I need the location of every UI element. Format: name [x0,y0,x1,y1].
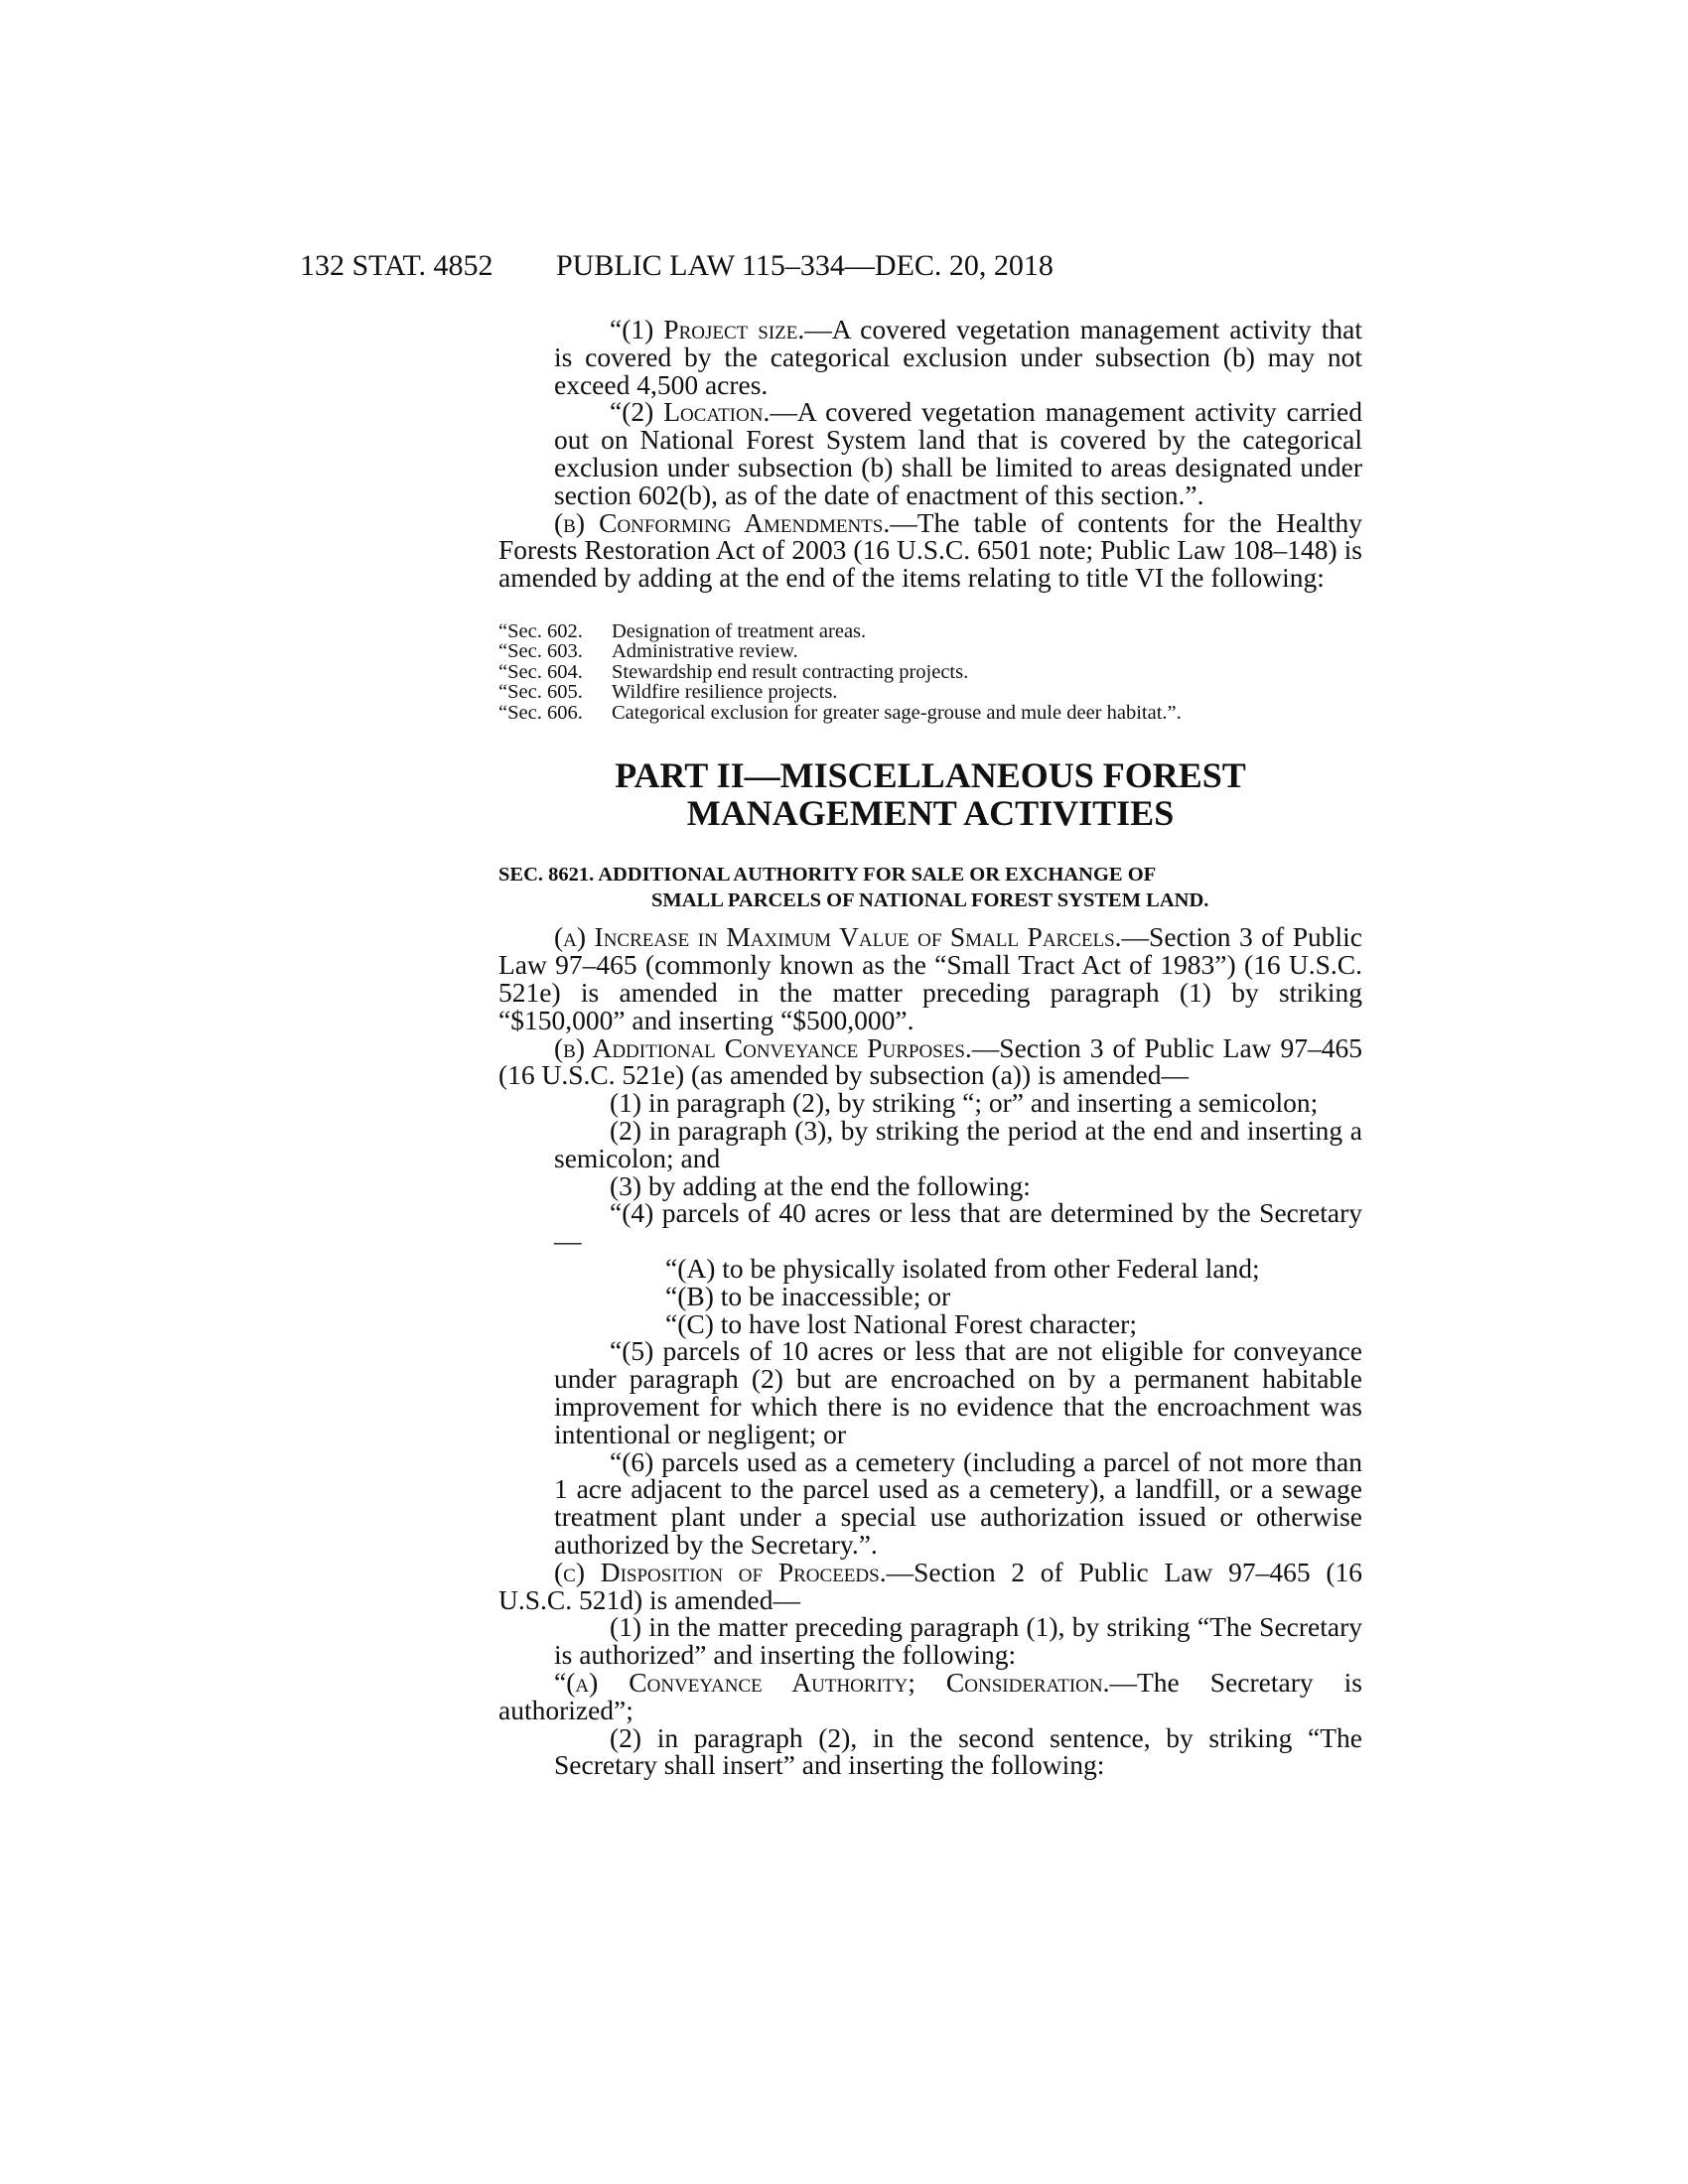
subsection-heading: (a) Increase in Maximum Value of Small Parcels.— [554,921,1150,953]
subsection-text: Section 2 of Public Law 97–465 (16 U.S.C. 521d) is amended— [498,1556,1363,1615]
quoted-subsection-a [498,1666,1362,1725]
toc-section-title: Categorical exclusion for greater sage-grouse and mule deer habitat.”. [612,701,1182,724]
toc-section-number: “Sec. 604. [498,660,583,683]
toc-section-title: Administrative review. [612,640,798,663]
subsection-text: The Secretary is authorized”; [498,1666,1362,1725]
quoted-paragraph-4: “(4) parcels of 40 acres or less that are determined by the Secretary— [554,1197,1362,1257]
toc-section-number: “Sec. 606. [498,701,583,724]
toc-line [498,621,1362,642]
paragraph-b3: (3) by adding at the end the following: [610,1169,1031,1201]
document-body [498,316,1362,1779]
paragraph-c1: (1) in the matter preceding paragraph (1), by striking “The Secretary is authorized” and inserting the following: [554,1611,1362,1671]
subsection-heading: “(a) Conveyance Authority; Consideration.— [554,1666,1137,1698]
subsection-heading: (c) Disposition of Proceeds.— [554,1556,914,1587]
subsection-text: Section 3 of Public Law 97–465 (commonly known as the “Small Tract Act of 1983”) (16 U.S.C. 521e) is amended in the matter preceding paragraph (1) by striking “$150,000” and inserting “$500,000”. [498,921,1362,1035]
section-heading-line: SMALL PARCELS OF NATIONAL FOREST SYSTEM LAND. [651,889,1209,912]
paragraph-project-size [498,316,1362,398]
quoted-paragraph-6: “(6) parcels used as a cemetery (including a parcel of not more than 1 acre adjacent to the parcel used as a cemetery), a landfill, or a sewage treatment plant under a special use authorization issued or otherwise authorized by the Secretary.”. [554,1445,1362,1560]
quoted-paragraph-5: “(5) parcels of 10 acres or less that are not eligible for conveyance under paragraph (2) but are encroached on by a permanent habitable improvement for which there is no evidence that the encroachment was intentional or negligent; or [554,1335,1362,1449]
paragraph-location [498,398,1362,508]
statute-reference: 132 STAT. 4852 [300,249,493,282]
paragraph-b1: (1) in paragraph (2), by striking “; or” and inserting a semicolon; [610,1087,1319,1119]
subsection-heading: (b) Additional Conveyance Purposes.— [554,1031,1000,1063]
toc-section-number: “Sec. 603. [498,640,583,663]
paragraph-text: A covered vegetation management activity carried out on National Forest System land that is covered by the categorical exclusion under subsection (b) shall be limited to areas designated under section 602(b), as of the date of enactment of this section.”. [554,396,1362,510]
running-head-law-title: PUBLIC LAW 115–334—DEC. 20, 2018 [556,249,1054,282]
subsection-text: Section 3 of Public Law 97–465 (16 U.S.C. 521e) (as amended by subsection (a)) is amended— [498,1031,1362,1091]
section-heading-line: SEC. 8621. ADDITIONAL AUTHORITY FOR SALE OR EXCHANGE OF [498,864,1157,887]
part-heading-line: MANAGEMENT ACTIVITIES [686,793,1175,834]
toc-line [498,662,1362,683]
quoted-subparagraph-b: “(B) to be inaccessible; or [665,1280,951,1311]
toc-section-title: Stewardship end result contracting projects. [612,660,969,683]
paragraph-b2: (2) in paragraph (3), by striking the period at the end and inserting a semicolon; and [554,1115,1362,1173]
part-heading [498,756,1362,832]
quoted-subparagraph-a: “(A) to be physically isolated from other Federal land; [665,1253,1260,1285]
toc-line [498,682,1362,703]
section-heading [498,862,1362,913]
toc-section-number: “Sec. 602. [498,619,583,642]
toc-section-title: Designation of treatment areas. [612,619,867,642]
part-heading-line: PART II—MISCELLANEOUS FOREST [615,755,1246,796]
toc-line [498,641,1362,662]
paragraph-heading: “(2) Location.— [610,396,797,428]
subsection-text: The table of contents for the Healthy Forests Restoration Act of 2003 (16 U.S.C. 6501 note; Public Law 108–148) is amended by adding at the end of the items relating to title VI the following: [498,506,1363,594]
quoted-subparagraph-c: “(C) to have lost National Forest character; [665,1307,1137,1339]
subsection-b [498,1031,1362,1091]
paragraph-heading: “(1) Project size.— [610,314,832,344]
paragraph-c2: (2) in paragraph (2), in the second sentence, by striking “The Secretary shall insert” and inserting the following: [554,1721,1362,1781]
table-of-contents-insert [498,621,1362,724]
toc-section-title: Wildfire resilience projects. [612,681,838,704]
subsection-a [498,923,1362,1033]
toc-section-number: “Sec. 605. [498,681,583,704]
toc-line [498,703,1362,724]
paragraph-text: A covered vegetation management activity that is covered by the categorical exclusion under subsection (b) may not exceed 4,500 acres. [554,314,1362,400]
subsection-c [498,1556,1363,1615]
subsection-heading: (b) Conforming Amendments.— [554,506,917,538]
subsection-conforming-amendments [498,506,1363,594]
page-header [0,246,1688,286]
